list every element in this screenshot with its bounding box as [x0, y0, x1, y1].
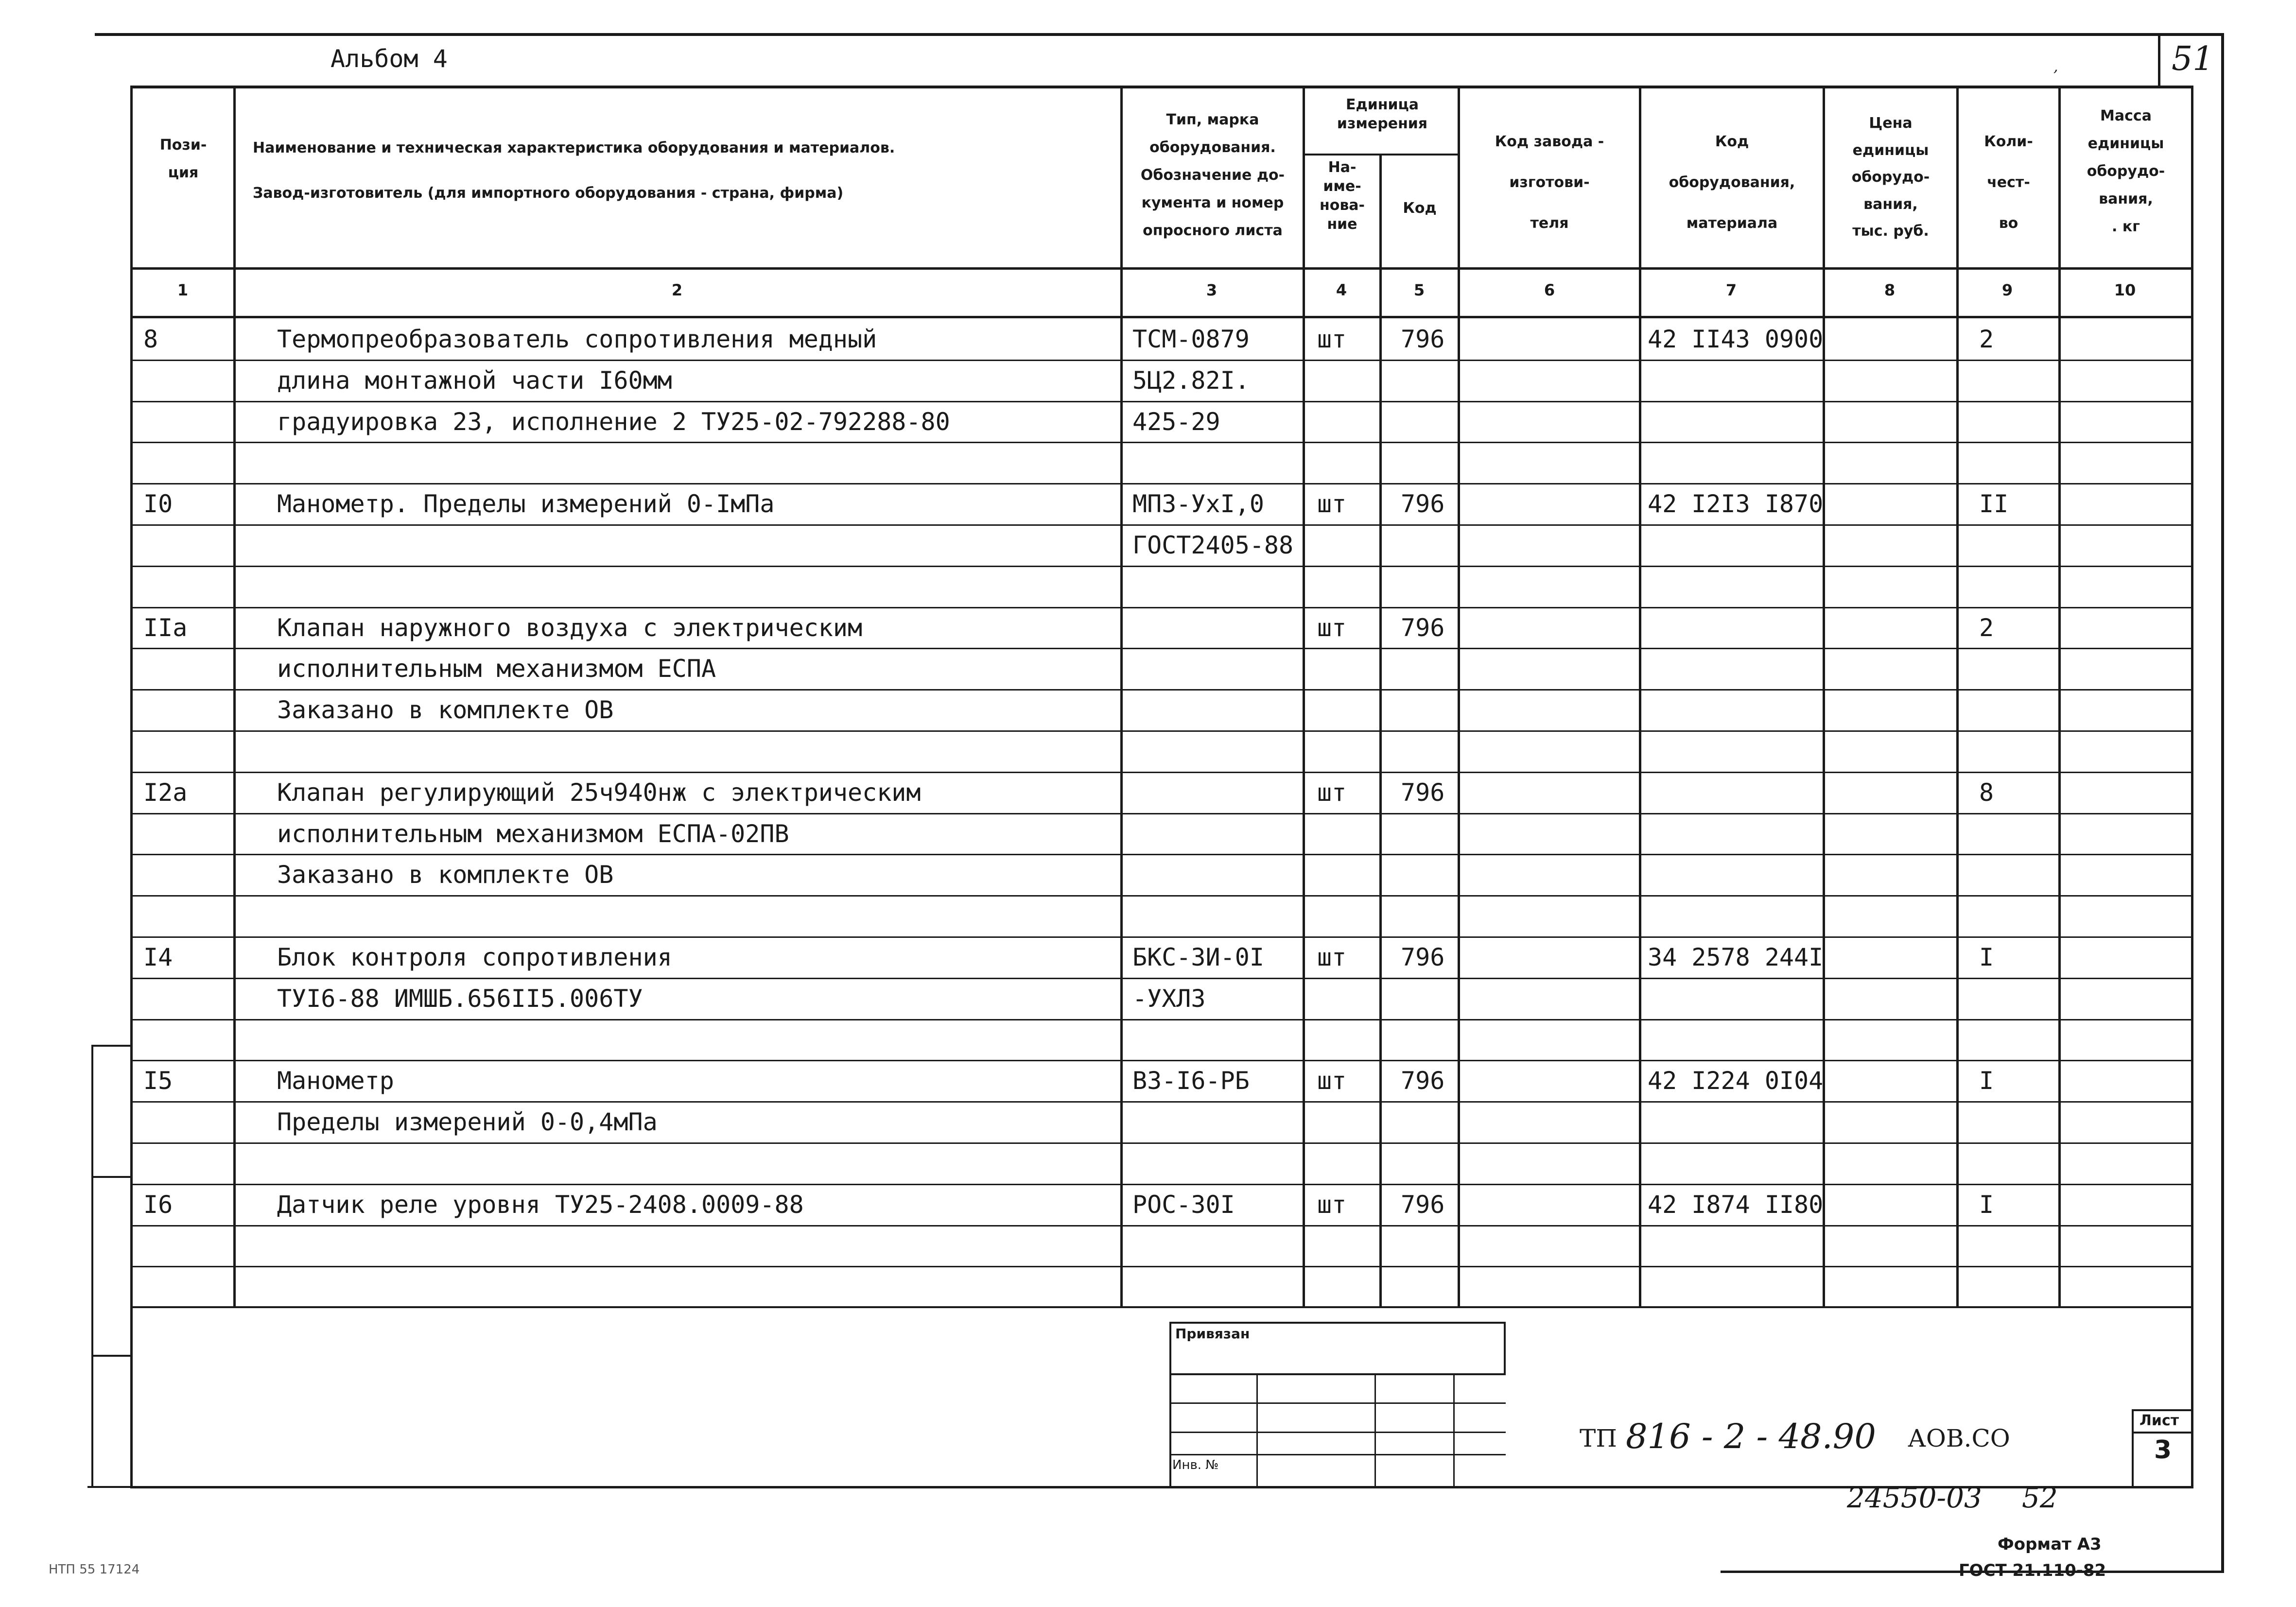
- column-number: 5: [1413, 281, 1425, 299]
- row-divider: [130, 566, 2193, 567]
- column-number: 2: [671, 281, 683, 299]
- cell-type: -УХЛ3: [1132, 985, 1206, 1013]
- cell-name: длина монтажной части I60мм: [277, 366, 672, 395]
- left-mark-bottom: [87, 1486, 134, 1488]
- cell-type: ГОСТ2405-88: [1132, 531, 1294, 559]
- cell-position: I6: [143, 1191, 173, 1219]
- cell-unit: шт: [1317, 490, 1347, 518]
- row-divider: [130, 978, 2193, 979]
- cell-type: МП3-УхI,0: [1132, 490, 1264, 518]
- column-number: 9: [2001, 281, 2013, 299]
- cell-equip-code: 42 I2I3 I870: [1648, 490, 1824, 518]
- archive-number: 24550-03: [1847, 1481, 1982, 1514]
- header-name: Наименование и техническая характеристика оборудования и материалов. Завод-изготовитель (для импортного оборудования - страна, фирма): [253, 139, 895, 202]
- cell-qty: I: [1979, 1191, 1994, 1219]
- row-divider: [130, 772, 2193, 773]
- cell-unit-code: 796: [1401, 325, 1445, 353]
- cell-unit-code: 796: [1401, 943, 1445, 971]
- stamp-top: [1170, 1322, 1506, 1324]
- row-divider: [130, 1225, 2193, 1227]
- cell-unit: шт: [1317, 943, 1347, 971]
- cell-type: 425-29: [1132, 408, 1220, 436]
- header-equip-code: Код оборудования, материала: [1669, 133, 1795, 232]
- stamp-h1: [1170, 1373, 1506, 1375]
- cell-qty: I: [1979, 943, 1994, 971]
- stamp-h4: [1170, 1454, 1506, 1455]
- header-unit-name: На- име- нова- ние: [1319, 159, 1365, 233]
- cell-name: Термопреобразователь сопротивления медный: [277, 325, 877, 353]
- cell-equip-code: 34 2578 244I: [1648, 943, 1824, 971]
- row-divider: [130, 895, 2193, 897]
- header-factory-code: Код завода - изготови- теля: [1495, 133, 1604, 232]
- cell-qty: I: [1979, 1067, 1994, 1095]
- col-line-7: [1823, 86, 1825, 1306]
- cell-equip-code: 42 I224 0I04: [1648, 1067, 1824, 1095]
- cell-type: РОС-30I: [1132, 1191, 1235, 1219]
- row-divider: [130, 524, 2193, 526]
- gost-label: ГОСТ 21.110-82: [1959, 1561, 2106, 1580]
- row-divider: [130, 1142, 2193, 1144]
- col-line-6: [1639, 86, 1641, 1306]
- cell-name: Блок контроля сопротивления: [277, 943, 672, 971]
- doc-suffix: АОВ.СО: [1908, 1424, 2010, 1452]
- row-divider: [130, 1101, 2193, 1103]
- cell-unit-code: 796: [1401, 1191, 1445, 1219]
- left-mark-3: [91, 1355, 133, 1357]
- row-divider: [130, 813, 2193, 814]
- cell-qty: II: [1979, 490, 2009, 518]
- row-divider: [130, 360, 2193, 361]
- doc-prefix: ТП: [1580, 1424, 1617, 1452]
- column-number: 7: [1725, 281, 1737, 299]
- header-position: Пози- ция: [159, 137, 207, 181]
- page-number-box-left: [2158, 34, 2160, 87]
- stamp-v1: [1256, 1373, 1258, 1487]
- row-divider: [130, 1184, 2193, 1185]
- top-border: [95, 33, 2224, 36]
- left-code: НТП 55 17124: [49, 1562, 140, 1577]
- cell-position: I5: [143, 1067, 173, 1095]
- cell-unit-code: 796: [1401, 778, 1445, 807]
- col-line-1: [233, 86, 236, 1306]
- header-mass: Масса единицы оборудо- вания, . кг: [2087, 107, 2165, 235]
- cell-equip-code: 42 II43 0900: [1648, 325, 1824, 353]
- cell-name: Пределы измерений 0-0,4мПа: [277, 1108, 658, 1136]
- sheet-box-left: [2132, 1409, 2134, 1487]
- cell-qty: 2: [1979, 614, 1994, 642]
- cell-unit-code: 796: [1401, 490, 1445, 518]
- album-label: Альбом 4: [330, 45, 448, 73]
- stamp-right: [1504, 1322, 1506, 1375]
- row-divider: [130, 607, 2193, 608]
- cell-name: Клапан наружного воздуха с электрическим: [277, 614, 863, 642]
- cell-position: I4: [143, 943, 173, 971]
- cell-equip-code: 42 I874 II80: [1648, 1191, 1824, 1219]
- stamp-v3: [1453, 1373, 1455, 1487]
- cell-name: исполнительным механизмом ЕСПА-02ПВ: [277, 820, 789, 848]
- row-divider: [130, 401, 2193, 402]
- table-right: [2191, 86, 2193, 1488]
- row-divider: [130, 442, 2193, 443]
- cell-name: исполнительным механизмом ЕСПА: [277, 655, 716, 683]
- column-number: 4: [1336, 281, 1347, 299]
- col-line-5: [1458, 86, 1460, 1306]
- table-header-bottom: [130, 267, 2193, 270]
- header-unit-code: Код: [1403, 200, 1437, 217]
- cell-name: Заказано в комплекте ОВ: [277, 861, 614, 889]
- header-type: Тип, марка оборудования. Обозначение до- кумента и номер опросного листа: [1140, 111, 1285, 239]
- sheet-box-top: [2133, 1409, 2193, 1411]
- row-divider: [130, 1019, 2193, 1020]
- tick-mark: ,: [2053, 58, 2058, 75]
- stamp-h2: [1170, 1402, 1506, 1404]
- header-qty: Коли- чест- во: [1984, 133, 2033, 232]
- row-divider: [130, 483, 2193, 484]
- left-mark-vert: [91, 1045, 93, 1487]
- cell-position: IIa: [143, 614, 188, 642]
- stamp-attached-label: Привязан: [1175, 1326, 1250, 1342]
- cell-type: ТСМ-0879: [1132, 325, 1250, 353]
- column-number: 10: [2114, 281, 2136, 299]
- sheet-box-mid: [2133, 1432, 2193, 1434]
- doc-number: 816 - 2 - 48.90: [1626, 1417, 1876, 1456]
- cell-name: Клапан регулирующий 25ч940нж с электрическим: [277, 778, 921, 807]
- row-divider: [130, 648, 2193, 649]
- table-left: [130, 86, 133, 1488]
- stamp-inv-label: Инв. №: [1172, 1458, 1219, 1472]
- row-divider: [130, 689, 2193, 691]
- stamp-h3: [1170, 1432, 1506, 1433]
- table-top: [130, 86, 2193, 88]
- cell-qty: 8: [1979, 778, 1994, 807]
- cell-unit-code: 796: [1401, 614, 1445, 642]
- cell-position: I0: [143, 490, 173, 518]
- row-divider: [130, 1060, 2193, 1061]
- cell-position: 8: [143, 325, 158, 353]
- cell-position: I2a: [143, 778, 188, 807]
- column-number: 8: [1884, 281, 1896, 299]
- col-line-3: [1303, 86, 1305, 1306]
- header-unit-group: Единица измерения: [1337, 96, 1428, 132]
- cell-name: ТУI6-88 ИМШБ.656II5.006ТУ: [277, 985, 643, 1013]
- stamp-left: [1169, 1322, 1171, 1487]
- cell-name: Манометр: [277, 1067, 394, 1095]
- left-mark-2: [91, 1176, 133, 1178]
- unit-group-divider: [1303, 154, 1460, 156]
- col-line-2: [1120, 86, 1123, 1306]
- table-numbers-bottom: [130, 316, 2193, 318]
- header-price: Цена единицы оборудо- вания, тыс. руб.: [1851, 115, 1930, 240]
- right-border: [2221, 33, 2224, 1572]
- page-number: 51: [2172, 40, 2214, 78]
- archive-page: 52: [2022, 1481, 2058, 1514]
- cell-type: БКС-3И-0I: [1132, 943, 1264, 971]
- cell-unit: шт: [1317, 1191, 1347, 1219]
- cell-type: 5Ц2.82I.: [1132, 366, 1250, 395]
- stamp-v2: [1374, 1373, 1376, 1487]
- column-number: 6: [1544, 281, 1555, 299]
- row-divider: [130, 854, 2193, 855]
- col-line-8: [1956, 86, 1959, 1306]
- cell-unit: шт: [1317, 614, 1347, 642]
- cell-qty: 2: [1979, 325, 1994, 353]
- cell-unit-code: 796: [1401, 1067, 1445, 1095]
- col-line-9: [2058, 86, 2061, 1306]
- sheet-label: Лист: [2139, 1412, 2179, 1429]
- cell-name: Манометр. Пределы измерений 0-IмПа: [277, 490, 775, 518]
- cell-type: В3-I6-РБ: [1132, 1067, 1250, 1095]
- cell-unit: шт: [1317, 325, 1347, 353]
- row-divider: [130, 730, 2193, 732]
- column-number: 3: [1206, 281, 1218, 299]
- cell-name: градуировка 23, исполнение 2 ТУ25-02-792288-80: [277, 408, 950, 436]
- cell-unit: шт: [1317, 1067, 1347, 1095]
- row-divider: [130, 1266, 2193, 1267]
- cell-unit: шт: [1317, 778, 1347, 807]
- column-number: 1: [177, 281, 189, 299]
- left-mark-1: [91, 1045, 133, 1047]
- cell-name: Датчик реле уровня ТУ25-2408.0009-88: [277, 1191, 804, 1219]
- table-body-bottom: [130, 1306, 2193, 1308]
- row-divider: [130, 936, 2193, 938]
- sheet-number: 3: [2154, 1435, 2172, 1465]
- format-label: Формат А3: [1998, 1535, 2102, 1554]
- cell-name: Заказано в комплекте ОВ: [277, 696, 614, 724]
